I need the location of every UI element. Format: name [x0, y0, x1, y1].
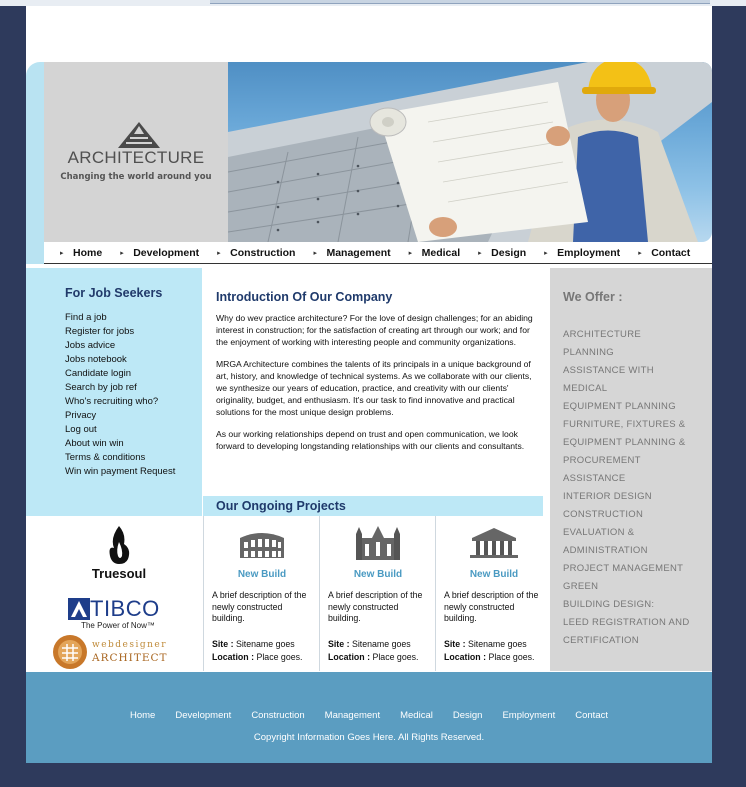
nav-item-medical[interactable]: [409, 247, 461, 259]
truesoul-logo[interactable]: [88, 524, 150, 584]
banner-accent: [26, 62, 44, 242]
job-seeker-link[interactable]: Candidate login: [65, 368, 132, 379]
arrow-bullet-icon: ▸: [60, 248, 64, 257]
brand-tagline: Changing the world around you: [60, 172, 212, 182]
intro-section: [203, 268, 550, 516]
header-banner: [26, 62, 712, 242]
arrow-bullet-icon: ▸: [478, 248, 482, 257]
offer-item: ASSISTANCE WITH: [563, 365, 654, 376]
job-seekers-list: [65, 311, 202, 479]
offer-item: GREEN: [563, 581, 599, 592]
arrow-bullet-icon: ▸: [408, 248, 413, 257]
nav-item-management[interactable]: [313, 247, 390, 259]
project-card[interactable]: [319, 516, 435, 671]
nav-item-design[interactable]: [478, 247, 526, 259]
nav-item-label[interactable]: Home: [73, 246, 103, 259]
arrow-bullet-icon: ▸: [120, 248, 124, 257]
projects-heading: Our Ongoing Projects: [216, 499, 346, 513]
tibco-wordmark: TIBCO: [90, 596, 160, 621]
nav-item-development[interactable]: [120, 247, 199, 259]
page-container: [26, 6, 712, 763]
project-description: A brief description of the newly constructed building.: [212, 590, 307, 623]
footer: [26, 672, 712, 763]
offer-item: CERTIFICATION: [563, 635, 639, 646]
nav-item-label[interactable]: Design: [491, 246, 527, 259]
brand-title: ARCHITECTURE: [67, 148, 205, 167]
offer-item: EQUIPMENT PLANNING &: [563, 437, 686, 448]
offer-panel: [550, 268, 712, 671]
offer-item: PROJECT MANAGEMENT: [563, 563, 684, 574]
main-nav: [44, 242, 712, 264]
location-label: Location :: [444, 651, 487, 662]
job-seekers-panel: [26, 268, 202, 516]
nav-item-employment[interactable]: [544, 247, 620, 259]
footer-link-contact[interactable]: Contact: [575, 710, 608, 721]
footer-link-home[interactable]: Home: [129, 710, 156, 721]
offer-item: ARCHITECTURE: [563, 329, 642, 340]
job-seeker-link[interactable]: Register for jobs: [65, 326, 135, 337]
offer-item: BUILDING DESIGN:: [563, 599, 655, 610]
project-meta: [444, 638, 550, 663]
site-label: Site :: [444, 639, 466, 649]
nav-item-label[interactable]: Construction: [230, 246, 296, 259]
intro-paragraph: Why do wev practice architecture? For the love of design challenges; for an abiding interest in construction; for the satisfaction of creating art through our work; and for the enjoyment of working with interesting people and community organizations.: [216, 313, 533, 347]
temple-icon: [436, 524, 552, 564]
site-value: Sitename goes: [235, 639, 295, 649]
project-title[interactable]: New Build: [469, 569, 519, 580]
project-title[interactable]: New Build: [353, 569, 403, 580]
webdesigner-architect-logo[interactable]: [52, 636, 192, 670]
hero-image: [228, 62, 712, 242]
nav-item-label[interactable]: Development: [133, 246, 200, 259]
project-description: A brief description of the newly constructed building.: [444, 590, 539, 623]
projects-heading-bar: [203, 496, 543, 516]
colosseum-icon: [204, 524, 320, 564]
site-label: Site :: [328, 639, 350, 649]
cathedral-icon: [320, 524, 436, 564]
footer-link-medical[interactable]: Medical: [400, 710, 433, 721]
sponsor-logos: [26, 516, 202, 671]
offer-item: PLANNING: [563, 347, 614, 358]
footer-link-employment[interactable]: Employment: [502, 710, 556, 721]
location-label: Location :: [212, 651, 255, 662]
location-label: Location :: [328, 651, 371, 662]
nav-item-label[interactable]: Contact: [651, 246, 691, 259]
site-label: Site :: [212, 639, 234, 649]
job-seeker-link[interactable]: Log out: [65, 424, 97, 435]
logo-block[interactable]: [44, 62, 228, 242]
project-meta: [212, 638, 318, 663]
offer-item: EVALUATION &: [563, 527, 635, 538]
intro-heading: Introduction Of Our Company: [216, 290, 393, 304]
offer-item: ASSISTANCE: [563, 473, 626, 484]
project-title[interactable]: New Build: [237, 569, 287, 580]
job-seeker-link[interactable]: Jobs advice: [65, 340, 116, 351]
project-card[interactable]: [435, 516, 551, 671]
offer-item: INTERIOR DESIGN: [563, 491, 652, 502]
wda-line2: ARCHITECT: [92, 652, 168, 664]
footer-link-development[interactable]: Development: [175, 710, 232, 721]
arrow-bullet-icon: ▸: [544, 248, 548, 257]
job-seeker-link[interactable]: Search by job ref: [65, 382, 137, 393]
copyright: Copyright Information Goes Here. All Rights Reserved.: [253, 732, 485, 743]
tibco-logo[interactable]: [68, 596, 168, 632]
nav-item-construction[interactable]: [217, 247, 295, 259]
browser-tab-strip: [210, 0, 710, 4]
wda-line1: webdesigner: [92, 640, 168, 650]
offer-item: LEED REGISTRATION AND: [563, 617, 690, 628]
site-value: Sitename goes: [467, 639, 527, 649]
job-seeker-link[interactable]: Terms & conditions: [65, 452, 146, 463]
flame-icon: [88, 524, 150, 566]
nav-item-label[interactable]: Management: [326, 246, 391, 259]
tibco-mark-icon: [68, 598, 90, 620]
footer-link-design[interactable]: Design: [452, 710, 483, 721]
intro-paragraph: MRGA Architecture combines the talents of its principals in a unique background of art, history, and knowledge of technical systems. As we collaborate with our clients, we synthesize our years of education, practice, and creativity with our clients' originality, budget, and enthusiasm. It's our task to find innovative and practical solutions for the most unique design problems.: [216, 359, 532, 417]
job-seeker-link[interactable]: Who's recruiting who?: [65, 396, 159, 407]
arrow-bullet-icon: ▸: [313, 248, 317, 257]
job-seeker-link[interactable]: Win win payment Request: [65, 466, 176, 477]
intro-paragraph: As our working relationships depend on trust and open communication, we look forward to developing longstanding relationships with our clients and consultants.: [216, 429, 525, 451]
location-value: Place goes.: [256, 651, 303, 662]
nav-item-label[interactable]: Medical: [421, 246, 461, 259]
offer-item: EQUIPMENT PLANNING: [563, 401, 676, 412]
project-meta: [328, 638, 434, 663]
site-value: Sitename goes: [351, 639, 411, 649]
nav-item-label[interactable]: Employment: [557, 246, 621, 259]
offer-item: FURNITURE, FIXTURES &: [563, 419, 686, 430]
project-card[interactable]: [203, 516, 319, 671]
offer-item: CONSTRUCTION: [563, 509, 644, 520]
nav-accent: [26, 242, 44, 264]
hero-architect-illustration: [228, 62, 712, 242]
offer-item: MEDICAL: [563, 383, 608, 394]
offer-item: PROCUREMENT: [563, 455, 641, 466]
arrow-bullet-icon: ▸: [217, 248, 221, 257]
nav-item-home[interactable]: [60, 247, 102, 259]
truesoul-wordmark: Truesoul: [91, 566, 147, 581]
job-seeker-link[interactable]: Privacy: [65, 410, 97, 421]
job-seeker-link[interactable]: Find a job: [65, 312, 107, 323]
footer-link-management[interactable]: Management: [324, 710, 381, 721]
footer-links: [26, 710, 712, 721]
offer-item: ADMINISTRATION: [563, 545, 648, 556]
location-value: Place goes.: [488, 651, 535, 662]
job-seeker-link[interactable]: Jobs notebook: [65, 354, 127, 365]
job-seeker-link[interactable]: About win win: [65, 438, 124, 449]
tibco-tagline: The Power of Now™: [81, 621, 155, 630]
location-value: Place goes.: [372, 651, 419, 662]
nav-item-contact[interactable]: [638, 247, 690, 259]
offer-heading: We Offer :: [563, 290, 623, 304]
pyramid-logo-icon: [116, 120, 162, 150]
arrow-bullet-icon: ▸: [638, 248, 642, 257]
offer-list: [563, 326, 712, 650]
wda-emblem-icon: [52, 634, 88, 670]
project-description: A brief description of the newly constructed building.: [328, 590, 423, 623]
job-seekers-heading: For Job Seekers: [65, 286, 163, 300]
footer-link-construction[interactable]: Construction: [251, 710, 305, 721]
